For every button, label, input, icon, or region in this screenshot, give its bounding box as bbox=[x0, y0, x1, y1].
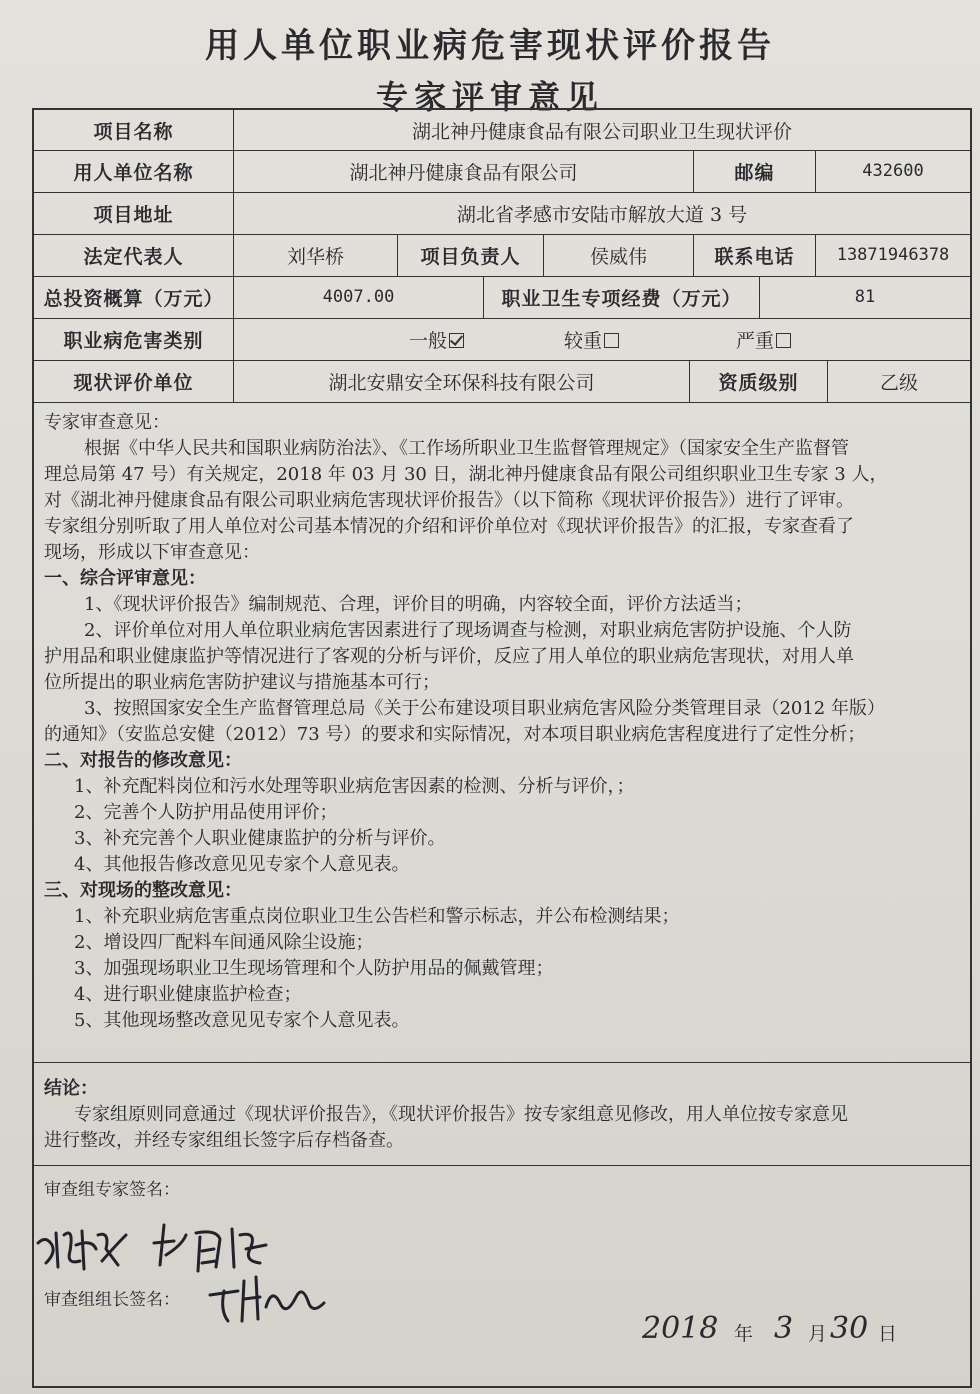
project-name-value: 湖北神丹健康食品有限公司职业卫生现状评价 bbox=[411, 120, 792, 143]
document-title: 用人单位职业病危害现状评价报告 bbox=[205, 26, 775, 66]
section-2-item: 2、完善个人防护用品使用评价； bbox=[74, 802, 338, 823]
phone-label: 联系电话 bbox=[694, 234, 816, 276]
section-3-item: 4、进行职业健康监护检查； bbox=[74, 984, 302, 1005]
employer-value: 湖北神丹健康食品有限公司 bbox=[234, 150, 694, 192]
experts-signature-label: 审查组专家签名： bbox=[44, 1180, 180, 1200]
form-table bbox=[32, 108, 972, 1388]
hazard-option-serious bbox=[564, 326, 619, 353]
leader-signature-label: 审查组组长签名： bbox=[44, 1290, 180, 1310]
section-1-title: 一、综合评审意见： bbox=[44, 568, 206, 589]
signature-section bbox=[34, 1165, 970, 1386]
document-subtitle: 专家评审意见 bbox=[375, 78, 604, 116]
row-investment bbox=[34, 276, 970, 319]
date-day: 30 bbox=[830, 1311, 869, 1346]
section-3-item: 2、增设四厂配料车间通风除尘设施； bbox=[74, 932, 374, 953]
intro-line: 对《湖北神丹健康食品有限公司职业病危害现状评价报告》（以下简称《现状评价报告》）进行了评审。 bbox=[44, 490, 854, 511]
address-value: 湖北省孝感市安陆市解放大道 3 号 bbox=[456, 203, 748, 226]
qualification-value: 乙级 bbox=[879, 371, 918, 394]
section-1-item: 3、按照国家安全生产监督管理总局《关于公布建设项目职业病危害风险分类管理目录（2012 年版） bbox=[84, 698, 885, 719]
conclusion-line: 进行整改，并经专家组组长签字后存档备查。 bbox=[44, 1130, 404, 1151]
section-3-title: 三、对现场的整改意见： bbox=[44, 880, 242, 901]
postcode-value: 432600 bbox=[862, 161, 924, 181]
row-address bbox=[34, 192, 970, 235]
section-1-item: 的通知》（安监总安健（2012）73 号）的要求和实际情况，对本项目职业病危害程度进行了定性分析； bbox=[44, 724, 866, 745]
section-3-item: 1、补充职业病危害重点岗位职业卫生公告栏和警示标志，并公布检测结果； bbox=[74, 906, 680, 927]
evaluator-label: 现状评价单位 bbox=[34, 360, 234, 402]
project-name-label: 项目名称 bbox=[34, 110, 234, 150]
section-2-item: 3、补充完善个人职业健康监护的分析与评价。 bbox=[74, 828, 446, 849]
section-3-item: 5、其他现场整改意见见专家个人意见表。 bbox=[74, 1010, 410, 1031]
row-project-name bbox=[34, 110, 970, 151]
row-evaluator bbox=[34, 360, 970, 403]
investment-label: 总投资概算（万元） bbox=[34, 276, 234, 318]
legal-rep-value: 刘华桥 bbox=[234, 234, 398, 276]
section-3-item: 3、加强现场职业卫生现场管理和个人防护用品的佩戴管理； bbox=[74, 958, 554, 979]
date-year-unit: 年 bbox=[734, 1323, 754, 1345]
empty-box-icon bbox=[604, 333, 619, 348]
hazard-option-severe bbox=[736, 326, 791, 353]
evaluator-value: 湖北安鼎安全环保科技有限公司 bbox=[234, 360, 690, 402]
conclusion-line: 专家组原则同意通过《现状评价报告》，《现状评价报告》按专家组意见修改，用人单位按专家意见 bbox=[74, 1104, 848, 1125]
conclusion-heading: 结论： bbox=[44, 1078, 98, 1099]
date-month: 3 bbox=[774, 1311, 794, 1346]
intro-line: 现场，形成以下审查意见： bbox=[44, 542, 260, 563]
section-2-title: 二、对报告的修改意见： bbox=[44, 750, 242, 771]
checked-box-icon bbox=[449, 333, 464, 348]
hazard-class-label: 职业病危害类别 bbox=[34, 318, 234, 360]
opinions-heading: 专家审查意见： bbox=[44, 412, 170, 433]
section-1-item: 护用品和职业健康监护等情况进行了客观的分析与评价，反应了用人单位的职业病危害现状，对用人单 bbox=[44, 646, 854, 667]
hazard-severe-label: 严重 bbox=[736, 329, 775, 352]
empty-box-icon bbox=[776, 333, 791, 348]
row-hazard-class bbox=[34, 318, 970, 361]
legal-rep-label: 法定代表人 bbox=[34, 234, 234, 276]
section-1-item: 2、评价单位对用人单位职业病危害因素进行了现场调查与检测，对职业病危害防护设施、个人防 bbox=[84, 620, 852, 641]
address-label: 项目地址 bbox=[34, 192, 234, 234]
hazard-serious-label: 较重 bbox=[564, 329, 603, 352]
row-representatives bbox=[34, 234, 970, 277]
intro-line: 根据《中华人民共和国职业病防治法》、《工作场所职业卫生监督管理规定》（国家安全生产监督管 bbox=[84, 438, 849, 459]
phone-value: 13871946378 bbox=[836, 245, 950, 265]
date-year: 2018 bbox=[642, 1311, 719, 1346]
expert-opinions-section bbox=[34, 402, 970, 1063]
oh-fee-value: 81 bbox=[854, 287, 876, 307]
oh-fee-label: 职业卫生专项经费（万元） bbox=[484, 276, 760, 318]
intro-line: 理总局第 47 号）有关规定，2018 年 03 月 30 日，湖北神丹健康食品有限公司组织职业卫生专家 3 人， bbox=[44, 464, 888, 485]
investment-value: 4007.00 bbox=[234, 276, 484, 318]
date-month-unit: 月 bbox=[808, 1323, 828, 1345]
hazard-option-general bbox=[409, 326, 464, 353]
signature-date bbox=[642, 1311, 942, 1351]
employer-label: 用人单位名称 bbox=[34, 150, 234, 192]
leader-handwritten-signature bbox=[204, 1267, 344, 1327]
hazard-general-label: 一般 bbox=[409, 329, 448, 352]
section-2-item: 1、补充配料岗位和污水处理等职业病危害因素的检测、分析与评价，； bbox=[74, 776, 635, 797]
section-2-item: 4、其他报告修改意见见专家个人意见表。 bbox=[74, 854, 410, 875]
row-employer bbox=[34, 150, 970, 193]
section-1-item: 位所提出的职业病危害防护建议与措施基本可行； bbox=[44, 672, 440, 693]
qualification-label: 资质级别 bbox=[690, 360, 828, 402]
conclusion-section bbox=[34, 1062, 970, 1166]
date-day-unit: 日 bbox=[878, 1323, 898, 1345]
project-lead-value: 侯威伟 bbox=[544, 234, 694, 276]
project-lead-label: 项目负责人 bbox=[398, 234, 544, 276]
section-1-item: 1、《现状评价报告》编制规范、合理，评价目的明确，内容较全面，评价方法适当； bbox=[84, 594, 753, 615]
intro-line: 专家组分别听取了用人单位对公司基本情况的介绍和评价单位对《现状评价报告》的汇报，专家查看了 bbox=[44, 516, 854, 537]
postcode-label: 邮编 bbox=[694, 150, 816, 192]
hazard-class-options bbox=[234, 318, 970, 360]
